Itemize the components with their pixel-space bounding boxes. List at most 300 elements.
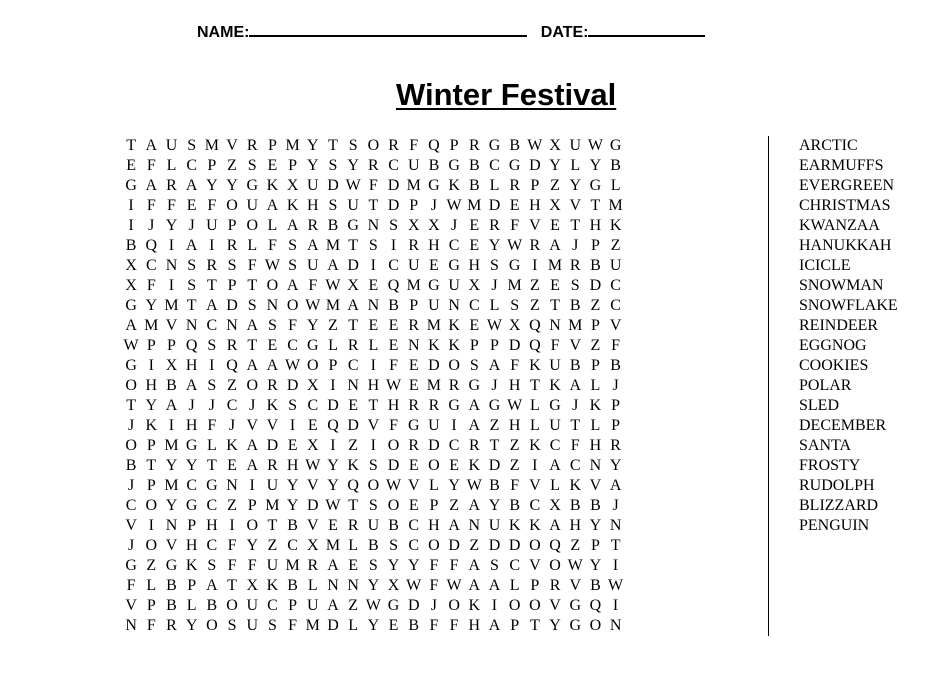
grid-letter[interactable]: P <box>167 337 176 354</box>
grid-letter[interactable]: N <box>125 617 137 634</box>
grid-letter[interactable]: V <box>307 517 319 534</box>
grid-letter[interactable]: E <box>408 457 419 474</box>
grid-letter[interactable]: A <box>266 357 279 374</box>
grid-letter[interactable]: J <box>249 397 256 414</box>
grid-letter[interactable]: R <box>347 337 359 354</box>
grid-letter[interactable]: O <box>226 597 238 614</box>
grid-letter[interactable]: T <box>126 137 136 154</box>
grid-letter[interactable]: P <box>530 577 540 594</box>
grid-letter[interactable]: E <box>267 157 278 174</box>
grid-letter[interactable]: C <box>186 477 197 494</box>
grid-letter[interactable]: Y <box>307 137 319 154</box>
grid-letter[interactable]: E <box>429 257 439 274</box>
grid-letter[interactable]: A <box>468 397 481 414</box>
grid-letter[interactable]: F <box>146 197 156 214</box>
grid-letter[interactable]: I <box>168 277 175 294</box>
grid-letter[interactable]: V <box>367 417 380 434</box>
grid-letter[interactable]: D <box>508 537 521 554</box>
grid-letter[interactable]: A <box>246 357 258 374</box>
grid-letter[interactable]: V <box>165 317 178 334</box>
grid-letter[interactable]: B <box>509 137 520 154</box>
grid-letter[interactable]: X <box>246 577 258 594</box>
grid-letter[interactable]: U <box>549 357 561 374</box>
grid-letter[interactable]: C <box>448 437 460 454</box>
grid-letter[interactable]: I <box>148 517 154 534</box>
grid-letter[interactable]: R <box>226 337 238 354</box>
grid-letter[interactable]: V <box>125 517 137 534</box>
grid-letter[interactable]: B <box>408 617 420 634</box>
grid-letter[interactable]: A <box>327 597 339 614</box>
grid-letter[interactable]: E <box>469 237 480 254</box>
grid-letter[interactable]: F <box>146 277 156 294</box>
grid-letter[interactable]: C <box>388 257 399 274</box>
grid-letter[interactable]: N <box>347 377 359 394</box>
grid-letter[interactable]: K <box>448 177 460 194</box>
grid-letter[interactable]: G <box>246 177 258 194</box>
grid-letter[interactable]: F <box>227 557 237 574</box>
grid-letter[interactable]: H <box>589 437 602 454</box>
grid-letter[interactable]: H <box>529 197 541 214</box>
grid-letter[interactable]: M <box>265 497 280 514</box>
grid-letter[interactable]: E <box>348 557 359 574</box>
grid-letter[interactable]: I <box>128 197 134 214</box>
grid-letter[interactable]: J <box>450 217 458 234</box>
grid-letter[interactable]: H <box>185 357 198 374</box>
grid-letter[interactable]: Z <box>590 337 601 354</box>
grid-letter[interactable]: N <box>367 297 380 314</box>
grid-letter[interactable]: L <box>610 177 621 194</box>
grid-letter[interactable]: G <box>125 177 137 194</box>
grid-letter[interactable]: S <box>267 317 277 334</box>
grid-letter[interactable]: A <box>468 497 481 514</box>
grid-letter[interactable]: T <box>368 397 379 414</box>
grid-letter[interactable]: A <box>549 517 561 534</box>
grid-letter[interactable]: O <box>145 537 158 554</box>
grid-letter[interactable]: C <box>307 397 319 414</box>
grid-letter[interactable]: K <box>428 337 440 354</box>
grid-letter[interactable]: A <box>185 237 198 254</box>
grid-letter[interactable]: O <box>508 597 521 614</box>
grid-letter[interactable]: D <box>286 377 299 394</box>
grid-letter[interactable]: P <box>146 437 156 454</box>
grid-letter[interactable]: F <box>207 417 217 434</box>
grid-letter[interactable]: N <box>226 477 238 494</box>
grid-letter[interactable]: Z <box>570 537 581 554</box>
grid-letter[interactable]: X <box>165 357 178 374</box>
grid-letter[interactable]: U <box>407 257 420 274</box>
grid-letter[interactable]: I <box>612 597 619 614</box>
grid-letter[interactable]: X <box>307 537 319 554</box>
grid-letter[interactable]: E <box>388 317 399 334</box>
grid-letter[interactable]: T <box>348 497 359 514</box>
grid-letter[interactable]: I <box>491 597 498 614</box>
grid-letter[interactable]: N <box>589 457 602 474</box>
grid-letter[interactable]: B <box>509 497 520 514</box>
grid-letter[interactable]: F <box>267 237 277 254</box>
grid-letter[interactable]: G <box>589 177 602 194</box>
grid-letter[interactable]: A <box>266 197 279 214</box>
grid-letter[interactable]: A <box>185 177 198 194</box>
grid-letter[interactable]: S <box>469 357 479 374</box>
grid-letter[interactable]: S <box>187 277 197 294</box>
grid-letter[interactable]: N <box>266 297 279 314</box>
grid-letter[interactable]: Z <box>509 457 520 474</box>
grid-letter[interactable]: Y <box>165 497 178 514</box>
grid-letter[interactable]: P <box>207 157 217 174</box>
grid-letter[interactable]: K <box>529 357 541 374</box>
grid-letter[interactable]: J <box>430 197 438 214</box>
grid-letter[interactable]: A <box>609 477 622 494</box>
grid-letter[interactable]: E <box>550 217 560 234</box>
grid-letter[interactable]: F <box>227 537 237 554</box>
grid-letter[interactable]: S <box>490 557 499 574</box>
grid-letter[interactable]: T <box>267 517 278 534</box>
name-field-line[interactable] <box>249 20 527 37</box>
grid-letter[interactable]: Y <box>327 457 339 474</box>
grid-letter[interactable]: Y <box>387 557 400 574</box>
grid-letter[interactable]: Q <box>589 597 602 614</box>
grid-letter[interactable]: Y <box>488 497 501 514</box>
grid-letter[interactable]: W <box>385 477 402 494</box>
grid-letter[interactable]: R <box>166 617 177 634</box>
grid-letter[interactable]: R <box>408 397 420 414</box>
grid-letter[interactable]: Z <box>469 537 480 554</box>
grid-letter[interactable]: G <box>508 257 521 274</box>
grid-letter[interactable]: A <box>327 557 339 574</box>
grid-letter[interactable]: A <box>206 577 218 594</box>
grid-letter[interactable]: W <box>567 557 583 574</box>
grid-letter[interactable]: I <box>168 417 175 434</box>
grid-letter[interactable]: Z <box>529 277 540 294</box>
grid-letter[interactable]: E <box>408 357 419 374</box>
grid-letter[interactable]: K <box>609 217 622 234</box>
grid-letter[interactable]: W <box>466 477 482 494</box>
grid-letter[interactable]: U <box>448 277 460 294</box>
grid-letter[interactable]: J <box>127 417 135 434</box>
grid-letter[interactable]: R <box>388 137 399 154</box>
grid-letter[interactable]: T <box>529 617 540 634</box>
grid-letter[interactable]: P <box>328 357 338 374</box>
grid-letter[interactable]: B <box>287 517 298 534</box>
grid-letter[interactable]: A <box>569 377 581 394</box>
grid-letter[interactable]: S <box>490 257 499 274</box>
grid-letter[interactable]: Y <box>569 177 581 194</box>
grid-letter[interactable]: Y <box>145 397 158 414</box>
grid-letter[interactable]: T <box>348 237 359 254</box>
grid-letter[interactable]: X <box>387 577 400 594</box>
grid-letter[interactable]: E <box>126 157 136 174</box>
grid-letter[interactable]: I <box>229 517 235 534</box>
grid-letter[interactable]: W <box>285 357 301 374</box>
grid-letter[interactable]: B <box>590 257 601 274</box>
grid-letter[interactable]: B <box>287 577 298 594</box>
grid-letter[interactable]: S <box>187 257 197 274</box>
grid-letter[interactable]: X <box>307 437 319 454</box>
grid-letter[interactable]: J <box>208 397 215 414</box>
grid-letter[interactable]: G <box>125 357 137 374</box>
grid-letter[interactable]: I <box>148 357 154 374</box>
grid-letter[interactable]: R <box>267 377 278 394</box>
grid-letter[interactable]: R <box>408 317 420 334</box>
grid-letter[interactable]: M <box>164 437 179 454</box>
grid-letter[interactable]: W <box>305 297 321 314</box>
grid-letter[interactable]: Z <box>550 177 560 194</box>
grid-letter[interactable]: A <box>307 237 319 254</box>
grid-letter[interactable]: H <box>206 517 218 534</box>
grid-letter[interactable]: D <box>407 597 420 614</box>
grid-letter[interactable]: M <box>325 237 341 254</box>
grid-letter[interactable]: W <box>385 377 402 394</box>
grid-letter[interactable]: Q <box>387 277 400 294</box>
grid-letter[interactable]: A <box>286 217 299 234</box>
grid-letter[interactable]: F <box>146 617 156 634</box>
grid-letter[interactable]: U <box>266 477 279 494</box>
grid-letter[interactable]: S <box>368 237 378 254</box>
grid-letter[interactable]: W <box>305 457 321 474</box>
grid-letter[interactable]: H <box>569 517 581 534</box>
grid-letter[interactable]: V <box>529 557 541 574</box>
grid-letter[interactable]: A <box>468 577 481 594</box>
grid-letter[interactable]: M <box>164 297 179 314</box>
grid-letter[interactable]: V <box>569 337 581 354</box>
grid-letter[interactable]: J <box>430 597 438 614</box>
grid-letter[interactable]: I <box>370 437 376 454</box>
grid-letter[interactable]: L <box>509 577 520 594</box>
grid-letter[interactable]: O <box>549 557 561 574</box>
grid-letter[interactable]: S <box>207 377 217 394</box>
grid-letter[interactable]: S <box>348 137 358 154</box>
grid-letter[interactable]: G <box>569 597 581 614</box>
grid-letter[interactable]: E <box>408 377 419 394</box>
grid-letter[interactable]: B <box>569 497 581 514</box>
grid-letter[interactable]: Y <box>246 537 258 554</box>
grid-letter[interactable]: P <box>267 137 277 154</box>
grid-letter[interactable]: L <box>186 597 197 614</box>
grid-letter[interactable]: S <box>570 277 580 294</box>
grid-letter[interactable]: K <box>266 577 279 594</box>
grid-letter[interactable]: F <box>409 137 419 154</box>
grid-letter[interactable]: P <box>590 317 600 334</box>
grid-letter[interactable]: O <box>125 377 137 394</box>
grid-letter[interactable]: F <box>449 557 459 574</box>
grid-letter[interactable]: L <box>590 417 601 434</box>
grid-letter[interactable]: L <box>328 337 338 354</box>
grid-letter[interactable]: P <box>590 537 600 554</box>
grid-letter[interactable]: K <box>145 417 158 434</box>
grid-letter[interactable]: X <box>508 317 521 334</box>
grid-letter[interactable]: P <box>611 417 621 434</box>
grid-letter[interactable]: N <box>468 517 481 534</box>
grid-letter[interactable]: D <box>488 197 501 214</box>
grid-letter[interactable]: A <box>246 457 258 474</box>
grid-letter[interactable]: P <box>490 337 499 354</box>
grid-letter[interactable]: R <box>267 457 278 474</box>
grid-letter[interactable]: P <box>590 237 600 254</box>
grid-letter[interactable]: Y <box>307 157 319 174</box>
grid-letter[interactable]: C <box>206 537 218 554</box>
grid-letter[interactable]: O <box>448 357 460 374</box>
grid-letter[interactable]: E <box>186 197 197 214</box>
grid-letter[interactable]: E <box>368 317 379 334</box>
grid-letter[interactable]: W <box>446 197 462 214</box>
grid-letter[interactable]: J <box>491 277 498 294</box>
grid-letter[interactable]: T <box>489 437 500 454</box>
grid-letter[interactable]: D <box>508 337 521 354</box>
grid-letter[interactable]: T <box>227 577 237 594</box>
grid-letter[interactable]: K <box>529 437 541 454</box>
grid-letter[interactable]: K <box>529 517 541 534</box>
grid-letter[interactable]: C <box>145 257 157 274</box>
grid-letter[interactable]: M <box>568 317 583 334</box>
grid-letter[interactable]: P <box>187 517 197 534</box>
grid-letter[interactable]: W <box>345 177 361 194</box>
grid-letter[interactable]: I <box>330 377 336 394</box>
grid-letter[interactable]: E <box>449 457 459 474</box>
grid-letter[interactable]: E <box>388 337 399 354</box>
grid-letter[interactable]: T <box>247 277 258 294</box>
grid-letter[interactable]: D <box>307 497 319 514</box>
grid-letter[interactable]: Z <box>449 497 459 514</box>
grid-letter[interactable]: A <box>347 297 359 314</box>
grid-letter[interactable]: O <box>125 437 137 454</box>
grid-letter[interactable]: O <box>266 277 279 294</box>
grid-letter[interactable]: M <box>467 197 482 214</box>
grid-letter[interactable]: T <box>328 137 338 154</box>
grid-letter[interactable]: W <box>608 577 624 594</box>
grid-letter[interactable]: O <box>206 617 218 634</box>
grid-letter[interactable]: F <box>550 337 560 354</box>
grid-letter[interactable]: F <box>429 557 439 574</box>
grid-letter[interactable]: D <box>347 257 359 274</box>
grid-letter[interactable]: R <box>610 437 621 454</box>
grid-letter[interactable]: A <box>145 177 158 194</box>
grid-letter[interactable]: V <box>529 477 541 494</box>
grid-letter[interactable]: S <box>247 157 257 174</box>
grid-letter[interactable]: U <box>367 517 380 534</box>
grid-letter[interactable]: S <box>368 497 378 514</box>
grid-letter[interactable]: W <box>123 337 139 354</box>
grid-letter[interactable]: S <box>207 337 217 354</box>
grid-letter[interactable]: M <box>204 137 219 154</box>
grid-letter[interactable]: Z <box>489 417 500 434</box>
grid-letter[interactable]: O <box>529 537 541 554</box>
grid-letter[interactable]: M <box>325 297 341 314</box>
grid-letter[interactable]: D <box>428 437 440 454</box>
grid-letter[interactable]: V <box>266 417 279 434</box>
grid-letter[interactable]: C <box>226 397 238 414</box>
grid-letter[interactable]: W <box>486 317 503 334</box>
grid-letter[interactable]: G <box>569 617 581 634</box>
grid-letter[interactable]: K <box>508 517 521 534</box>
grid-letter[interactable]: G <box>125 297 137 314</box>
grid-letter[interactable]: C <box>125 497 137 514</box>
grid-letter[interactable]: D <box>387 457 400 474</box>
grid-letter[interactable]: S <box>368 457 378 474</box>
grid-letter[interactable]: L <box>550 477 560 494</box>
grid-letter[interactable]: O <box>226 197 238 214</box>
grid-letter[interactable]: I <box>532 257 538 274</box>
grid-letter[interactable]: S <box>368 557 378 574</box>
grid-letter[interactable]: B <box>368 537 379 554</box>
grid-letter[interactable]: I <box>168 237 175 254</box>
grid-letter[interactable]: R <box>468 437 480 454</box>
grid-letter[interactable]: O <box>448 597 460 614</box>
grid-letter[interactable]: R <box>408 437 420 454</box>
grid-letter[interactable]: E <box>328 517 338 534</box>
grid-letter[interactable]: T <box>368 197 379 214</box>
grid-letter[interactable]: S <box>389 217 398 234</box>
grid-letter[interactable]: K <box>468 457 481 474</box>
grid-letter[interactable]: F <box>288 317 298 334</box>
grid-letter[interactable]: F <box>611 337 621 354</box>
date-field-line[interactable] <box>588 20 705 37</box>
grid-letter[interactable]: Z <box>610 237 621 254</box>
grid-letter[interactable]: L <box>348 617 359 634</box>
grid-letter[interactable]: Q <box>549 537 561 554</box>
grid-letter[interactable]: F <box>570 437 580 454</box>
grid-letter[interactable]: M <box>144 317 159 334</box>
grid-letter[interactable]: F <box>389 417 398 434</box>
grid-letter[interactable]: C <box>186 157 197 174</box>
grid-letter[interactable]: Y <box>307 317 319 334</box>
grid-letter[interactable]: Y <box>347 157 359 174</box>
grid-letter[interactable]: Q <box>327 417 339 434</box>
grid-letter[interactable]: T <box>529 377 540 394</box>
grid-letter[interactable]: D <box>347 417 359 434</box>
grid-letter[interactable]: R <box>408 237 420 254</box>
grid-letter[interactable]: M <box>547 257 563 274</box>
grid-letter[interactable]: A <box>206 297 218 314</box>
grid-letter[interactable]: A <box>549 457 561 474</box>
grid-letter[interactable]: P <box>227 217 237 234</box>
grid-letter[interactable]: U <box>246 197 258 214</box>
grid-letter[interactable]: N <box>549 317 561 334</box>
grid-letter[interactable]: H <box>428 517 440 534</box>
grid-letter[interactable]: R <box>166 177 177 194</box>
grid-letter[interactable]: R <box>489 217 500 234</box>
grid-letter[interactable]: C <box>287 537 298 554</box>
grid-letter[interactable]: Y <box>145 297 158 314</box>
grid-letter[interactable]: D <box>589 277 602 294</box>
grid-letter[interactable]: F <box>207 197 217 214</box>
grid-letter[interactable]: K <box>266 397 279 414</box>
grid-letter[interactable]: J <box>188 217 195 234</box>
grid-letter[interactable]: C <box>206 497 218 514</box>
grid-letter[interactable]: X <box>307 377 319 394</box>
grid-letter[interactable]: B <box>489 477 500 494</box>
grid-letter[interactable]: F <box>288 617 298 634</box>
grid-letter[interactable]: X <box>549 197 561 214</box>
grid-letter[interactable]: G <box>488 397 501 414</box>
grid-letter[interactable]: P <box>247 497 257 514</box>
grid-letter[interactable]: J <box>188 397 195 414</box>
grid-letter[interactable]: G <box>185 437 198 454</box>
grid-letter[interactable]: I <box>209 237 215 254</box>
grid-letter[interactable]: Z <box>227 157 237 174</box>
grid-letter[interactable]: Y <box>367 617 380 634</box>
grid-letter[interactable]: V <box>246 417 258 434</box>
grid-letter[interactable]: L <box>307 577 318 594</box>
grid-letter[interactable]: C <box>489 157 500 174</box>
grid-letter[interactable]: R <box>448 377 460 394</box>
grid-letter[interactable]: A <box>165 397 178 414</box>
grid-letter[interactable]: G <box>206 477 218 494</box>
grid-letter[interactable]: Q <box>185 337 198 354</box>
grid-letter[interactable]: L <box>206 437 217 454</box>
grid-letter[interactable]: V <box>609 317 622 334</box>
grid-letter[interactable]: X <box>428 217 440 234</box>
grid-letter[interactable]: H <box>367 377 380 394</box>
